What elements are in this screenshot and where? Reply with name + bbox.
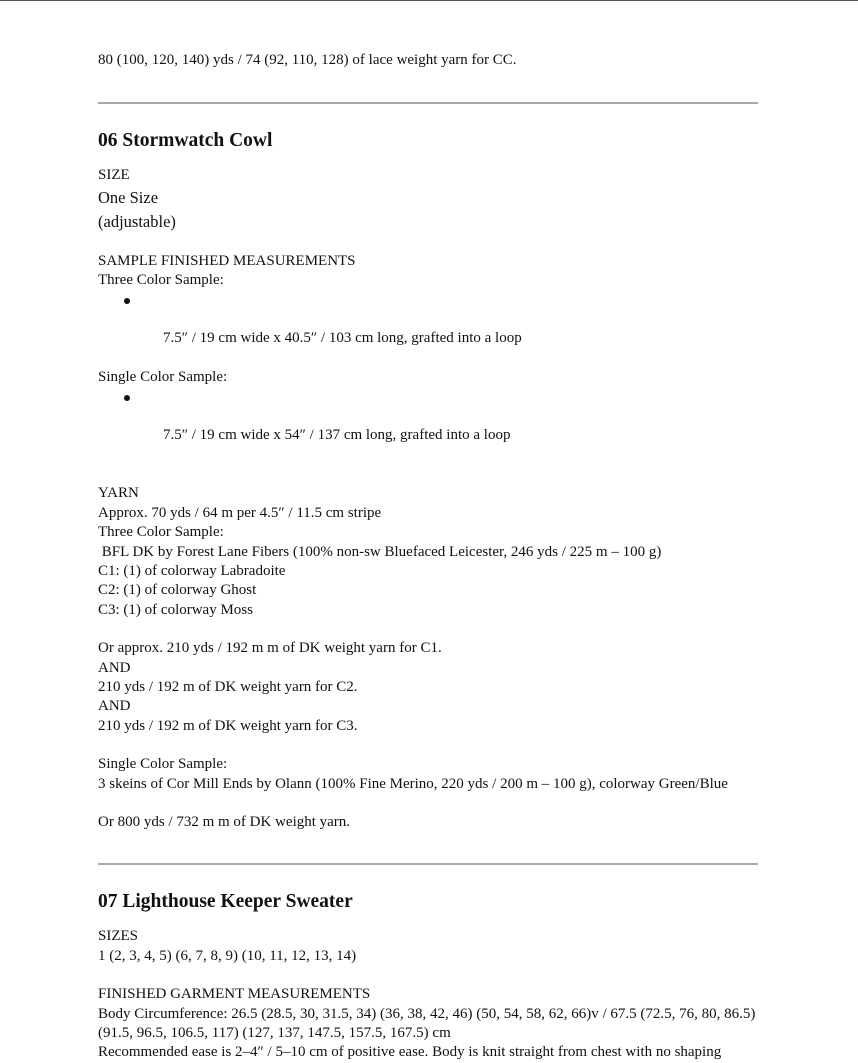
single-color-measure: 7.5″ / 19 cm wide x 54″ / 137 cm long, grafted into a loop (163, 427, 511, 444)
single-line: 3 skeins of Cor Mill Ends by Olann (100% Fine Merino, 220 yds / 200 m – 100 g), colorway Green/Blue (98, 775, 728, 792)
yarn-line: Approx. 70 yds / 64 m per 4.5″ / 11.5 cm stripe (98, 504, 382, 521)
section-06-title: 06 Stormwatch Cowl (98, 130, 273, 152)
alt-line: 210 yds / 192 m of DK weight yarn for C2. (98, 678, 358, 695)
measurements-label: SAMPLE FINISHED MEASUREMENTS (98, 252, 356, 269)
single-alt-line: Or 800 yds / 732 m m of DK weight yarn. (98, 813, 351, 830)
sizes-value: 1 (2, 3, 4, 5) (6, 7, 8, 9) (10, 11, 12, 13, 14) (98, 947, 357, 964)
ease-line: Recommended ease is 2–4″ / 5–10 cm of positive ease. Body is knit straight from chest with no shaping (98, 1044, 722, 1061)
yarn-line: C3: (1) of colorway Moss (98, 601, 253, 618)
sizes-label: SIZES (98, 928, 139, 945)
yarn-line: Three Color Sample: (98, 524, 224, 541)
alt-line: AND (98, 659, 131, 676)
prev-yarn-line: 80 (100, 120, 140) yds / 74 (92, 110, 128) of lace weight yarn for CC. (98, 52, 517, 68)
alt-line: 210 yds / 192 m of DK weight yarn for C3. (98, 717, 358, 734)
bullet-dot (124, 395, 130, 401)
document-page (98, 0, 758, 1063)
bullet-dot (124, 298, 130, 304)
three-color-measure: 7.5″ / 19 cm wide x 40.5″ / 103 cm long, grafted into a loop (163, 330, 522, 347)
bullet-item (98, 388, 758, 466)
single-color-label: Single Color Sample: (98, 369, 228, 386)
garment-measurements-label: FINISHED GARMENT MEASUREMENTS (98, 986, 371, 1003)
alt-line: Or approx. 210 yds / 192 m m of DK weight yarn for C1. (98, 640, 442, 657)
three-color-label: Three Color Sample: (98, 272, 224, 289)
section-07-title: 07 Lighthouse Keeper Sweater (98, 891, 353, 913)
size-label: SIZE (98, 167, 130, 184)
alt-line: AND (98, 698, 131, 715)
yarn-line: C1: (1) of colorway Labradoite (98, 562, 286, 579)
size-value: One Size (98, 187, 159, 207)
bullet-item (98, 291, 758, 369)
yarn-line: C2: (1) of colorway Ghost (98, 582, 257, 599)
yarn-line: BFL DK by Forest Lane Fibers (100% non-sw Bluefaced Leicester, 246 yds / 225 m – 100 g) (98, 543, 662, 560)
size-note: (adjustable) (98, 211, 176, 231)
body-circumference: Body Circumference: 26.5 (28.5, 30, 31.5, 34) (36, 38, 42, 46) (50, 54, 58, 62, 66)v / 67.5 (72.5, 76, 80, 86.5) (91.5, 96.5, 106.5, 117) (127, 137, 147.5, 157.5, 167.5) cm (98, 1005, 756, 1041)
yarn-label: YARN (98, 485, 139, 502)
single-line: Single Color Sample: (98, 756, 228, 773)
